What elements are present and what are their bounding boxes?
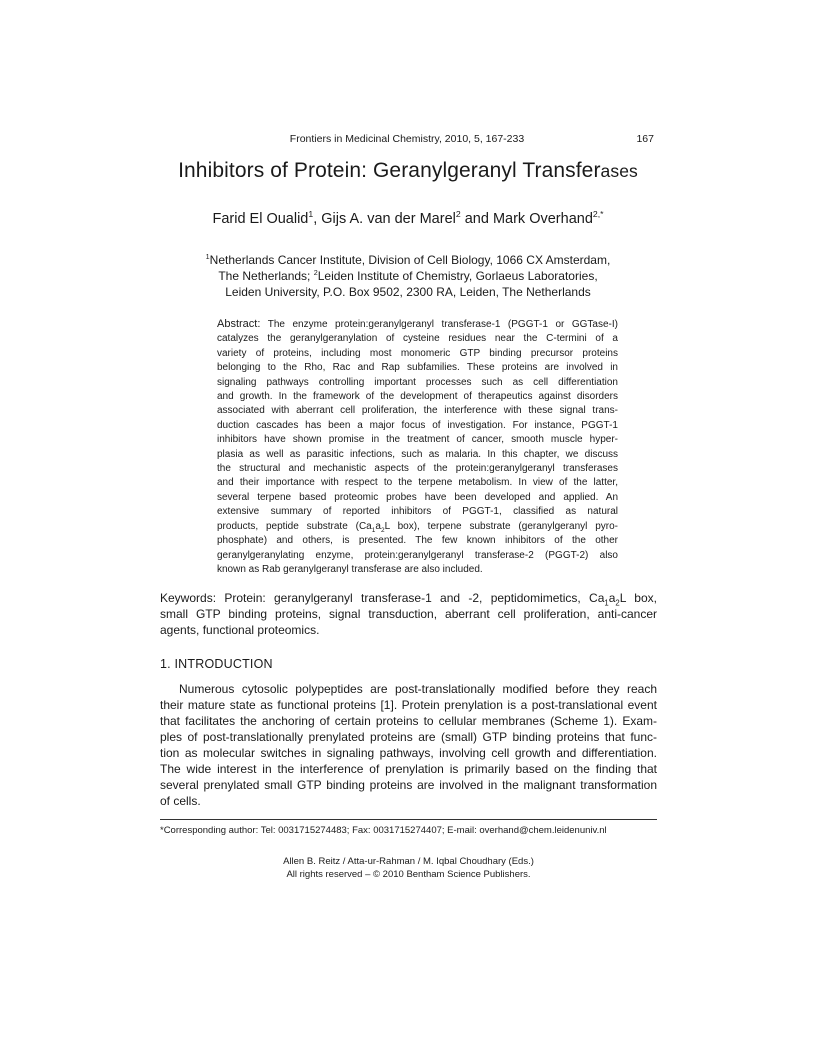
abstract-line: the structural and mechanistic aspects of the protein:geranylgeranyl transferases	[217, 463, 618, 475]
affiliation-line	[170, 268, 646, 284]
body-line: ples of post-translationally prenylated proteins are (small) GTP binding proteins that func-	[160, 730, 657, 744]
keywords-line: small GTP binding proteins, signal transduction, aberrant cell proliferation, anti-cancer	[160, 607, 657, 621]
body-line: several prenylated small GTP binding proteins are involved in the malignant transformation	[160, 778, 657, 792]
subscript: 2	[615, 598, 620, 606]
keywords	[160, 590, 657, 638]
abstract-text: L box), terpene substrate (geranylgeranyl pyro-	[384, 520, 618, 532]
abstract-line: extensive summary of reported inhibitors of PGGT-1, classified as natural	[217, 506, 618, 518]
author-list	[160, 208, 656, 230]
subscript: 1	[604, 598, 609, 606]
abstract-text: a	[375, 520, 381, 532]
affiliation-line: Leiden University, P.O. Box 9502, 2300 RA, Leiden, The Netherlands	[225, 285, 591, 299]
affiliation-text: Leiden Institute of Chemistry, Gorlaeus Laboratories,	[317, 269, 598, 283]
author-separator: ,	[313, 211, 322, 227]
abstract-line: and their importance with respect to the terpene metabolism. In view of the latter,	[217, 477, 618, 489]
body-line: The wide interest in the interference of prenylation is primarily based on the finding that	[160, 762, 657, 776]
keywords-line: agents, functional proteomics.	[160, 623, 320, 637]
abstract-line: catalyzes the geranylgeranylation of cysteine residues near the C-termini of a	[217, 333, 618, 345]
abstract-line: duction cascades has been a major focus of investigation. For instance, PGGT-1	[217, 419, 618, 431]
abstract-line: associated with aberrant cell proliferation, the interference with these signal trans-	[217, 405, 618, 417]
abstract-line: phosphate) and others, is presented. The few known inhibitors of the other	[217, 535, 618, 547]
body-line: their mature state as functional proteins [1]. Protein prenylation is a post-translational event	[160, 698, 657, 712]
abstract-text: The enzyme protein:geranylgeranyl transferase-1 (PGGT-1 or GGTase-I)	[260, 319, 618, 330]
affiliation-text: Netherlands Cancer Institute, Division of Cell Biology, 1066 CX Amsterdam,	[209, 253, 611, 267]
abstract	[217, 317, 618, 577]
abstract-line: geranylgeranylating enzyme, protein:geranylgeranyl transferase-2 (PGGT-2) also	[217, 549, 618, 561]
author-name: Farid El Oualid	[212, 211, 309, 227]
subscript: 1	[371, 526, 376, 534]
editors-line: Allen B. Reitz / Atta-ur-Rahman / M. Iqbal Choudhary (Eds.)	[283, 856, 534, 867]
author-separator: and	[460, 211, 493, 227]
abstract-line: known as Rab geranylgeranyl transferase are also included.	[217, 563, 483, 575]
affiliation-text: The Netherlands;	[218, 269, 314, 283]
author-affiliation-marker: 2	[455, 209, 461, 220]
keywords-label: Keywords:	[160, 591, 217, 605]
abstract-line	[217, 520, 618, 534]
affiliation-marker: 2	[313, 268, 318, 277]
body-line: tion as molecular switches in signaling pathways, involving cell growth and differentiation.	[160, 746, 657, 760]
page-number: 167	[636, 133, 654, 145]
affiliation-marker: 1	[205, 252, 210, 261]
abstract-line: several terpene based proteomic probes have been developed and applied. An	[217, 491, 618, 503]
author-name: Gijs A. van der Marel	[321, 211, 456, 227]
section-heading: 1. INTRODUCTION	[160, 657, 273, 671]
keywords-text: L box,	[619, 591, 657, 605]
subscript: 2	[380, 526, 385, 534]
body-line: Numerous cytosolic polypeptides are post-translationally modified before they reach	[179, 682, 657, 696]
abstract-line	[217, 317, 618, 332]
abstract-line: variety of proteins, including most monomeric GTP binding precursor proteins	[217, 347, 618, 359]
footnote-divider	[160, 819, 657, 820]
author-affiliation-marker: 1	[308, 209, 314, 220]
keywords-text: a	[608, 591, 616, 605]
keywords-text: Protein: geranylgeranyl transferase-1 and -2, peptidomimetics, Ca	[216, 591, 605, 605]
abstract-line: inhibitors have shown promise in the treatment of cancer, smooth muscle hyper-	[217, 434, 618, 446]
editors-copyright	[160, 856, 657, 881]
affiliations	[170, 252, 646, 300]
body-paragraph	[160, 681, 657, 809]
author-name: Mark Overhand	[492, 211, 593, 227]
journal-citation: Frontiers in Medicinal Chemistry, 2010, 5, 167-233	[289, 133, 525, 145]
abstract-line: plasia as well as parasitic infections, such as malaria. In this chapter, we discuss	[217, 448, 618, 460]
affiliation-line	[170, 252, 646, 268]
body-line: that facilitates the anchoring of certain proteins to cellular membranes (Scheme 1). Exam-	[160, 714, 657, 728]
copyright-line: All rights reserved – © 2010 Bentham Science Publishers.	[286, 868, 531, 880]
abstract-line: belonging to the Rho, Rac and Rap subfamilies. These proteins are involved in	[217, 362, 618, 374]
body-line: of cells.	[160, 794, 201, 808]
article-title-tail: ases	[600, 161, 638, 181]
corresponding-author-footnote: *Corresponding author: Tel: 0031715274483; Fax: 0031715274407; E-mail: overhand@chem.leidenuniv.nl	[160, 825, 607, 836]
abstract-line: signaling pathways controlling important processes such as cell differentiation	[217, 376, 618, 388]
article-title	[160, 156, 656, 186]
article-title-main: Inhibitors of Protein: Geranylgeranyl Transfer	[178, 159, 601, 182]
abstract-label: Abstract:	[217, 318, 261, 330]
author-affiliation-marker: 2,*	[592, 209, 604, 220]
keywords-line	[160, 590, 657, 606]
abstract-text: products, peptide substrate (Ca	[217, 520, 372, 532]
abstract-line: and growth. In the framework of the development of therapeutics against disorders	[217, 391, 618, 403]
